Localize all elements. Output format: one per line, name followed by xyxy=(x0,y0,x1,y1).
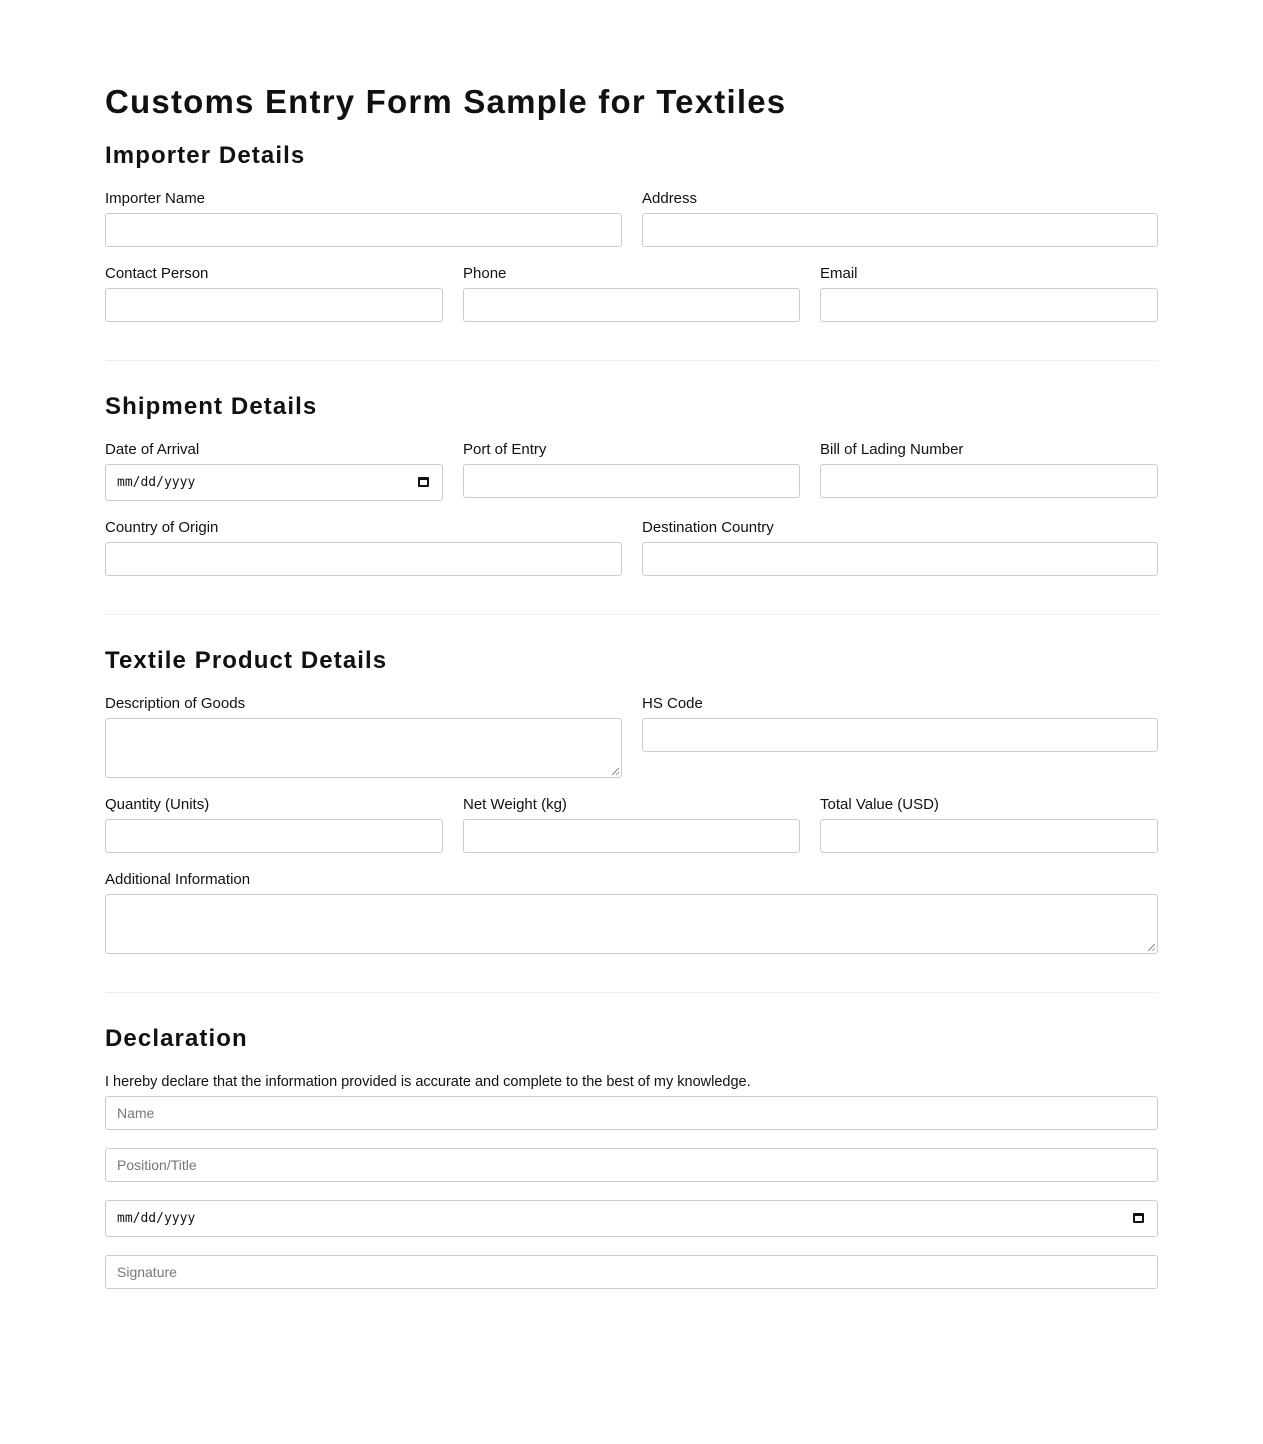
total-value-label: Total Value (USD) xyxy=(820,796,939,813)
date-of-arrival-input[interactable] xyxy=(105,464,443,501)
bill-of-lading-input[interactable] xyxy=(820,464,1158,498)
destination-country-label: Destination Country xyxy=(642,519,774,536)
declaration-heading: Declaration xyxy=(105,1025,248,1052)
net-weight-label: Net Weight (kg) xyxy=(463,796,567,813)
hs-code-input[interactable] xyxy=(642,718,1158,752)
country-of-origin-label: Country of Origin xyxy=(105,519,219,536)
date-placeholder: mm/dd/yyyy xyxy=(117,1211,196,1226)
description-textarea[interactable] xyxy=(105,718,622,778)
resize-handle-icon[interactable] xyxy=(1148,944,1155,951)
importer-name-label: Importer Name xyxy=(105,190,206,207)
address-input[interactable] xyxy=(642,213,1158,247)
declaration-statement: I hereby declare that the information provided is accurate and complete to the best of my knowledge. xyxy=(105,1074,751,1090)
section-divider xyxy=(105,360,1158,361)
shipment-heading: Shipment Details xyxy=(105,393,318,420)
quantity-input[interactable] xyxy=(105,819,443,853)
bill-of-lading-label: Bill of Lading Number xyxy=(820,441,964,458)
contact-person-input[interactable] xyxy=(105,288,443,322)
declaration-date-input[interactable] xyxy=(105,1200,1158,1237)
port-of-entry-label: Port of Entry xyxy=(463,441,547,458)
calendar-icon[interactable] xyxy=(418,477,429,487)
hs-code-label: HS Code xyxy=(642,695,703,712)
resize-handle-icon[interactable] xyxy=(612,768,619,775)
phone-label: Phone xyxy=(463,265,507,282)
description-label: Description of Goods xyxy=(105,695,246,712)
destination-country-input[interactable] xyxy=(642,542,1158,576)
contact-person-label: Contact Person xyxy=(105,265,209,282)
section-divider xyxy=(105,614,1158,615)
calendar-icon[interactable] xyxy=(1133,1213,1144,1223)
name-placeholder: Name xyxy=(117,1105,155,1121)
importer-heading: Importer Details xyxy=(105,142,306,169)
date-placeholder: mm/dd/yyyy xyxy=(117,475,196,490)
country-of-origin-input[interactable] xyxy=(105,542,622,576)
address-label: Address xyxy=(642,190,698,207)
product-heading: Textile Product Details xyxy=(105,647,388,674)
section-divider xyxy=(105,992,1158,993)
port-of-entry-input[interactable] xyxy=(463,464,800,498)
page-title: Customs Entry Form Sample for Textiles xyxy=(105,83,787,120)
importer-name-input[interactable] xyxy=(105,213,622,247)
phone-input[interactable] xyxy=(463,288,800,322)
quantity-label: Quantity (Units) xyxy=(105,796,210,813)
total-value-input[interactable] xyxy=(820,819,1158,853)
position-placeholder: Position/Title xyxy=(117,1157,197,1173)
additional-info-textarea[interactable] xyxy=(105,894,1158,954)
email-label: Email xyxy=(820,265,858,282)
declaration-signature-input[interactable] xyxy=(105,1255,1158,1289)
declaration-position-input[interactable] xyxy=(105,1148,1158,1182)
net-weight-input[interactable] xyxy=(463,819,800,853)
declaration-name-input[interactable] xyxy=(105,1096,1158,1130)
email-input[interactable] xyxy=(820,288,1158,322)
date-of-arrival-label: Date of Arrival xyxy=(105,441,200,458)
additional-info-label: Additional Information xyxy=(105,871,251,888)
signature-placeholder: Signature xyxy=(117,1264,177,1280)
